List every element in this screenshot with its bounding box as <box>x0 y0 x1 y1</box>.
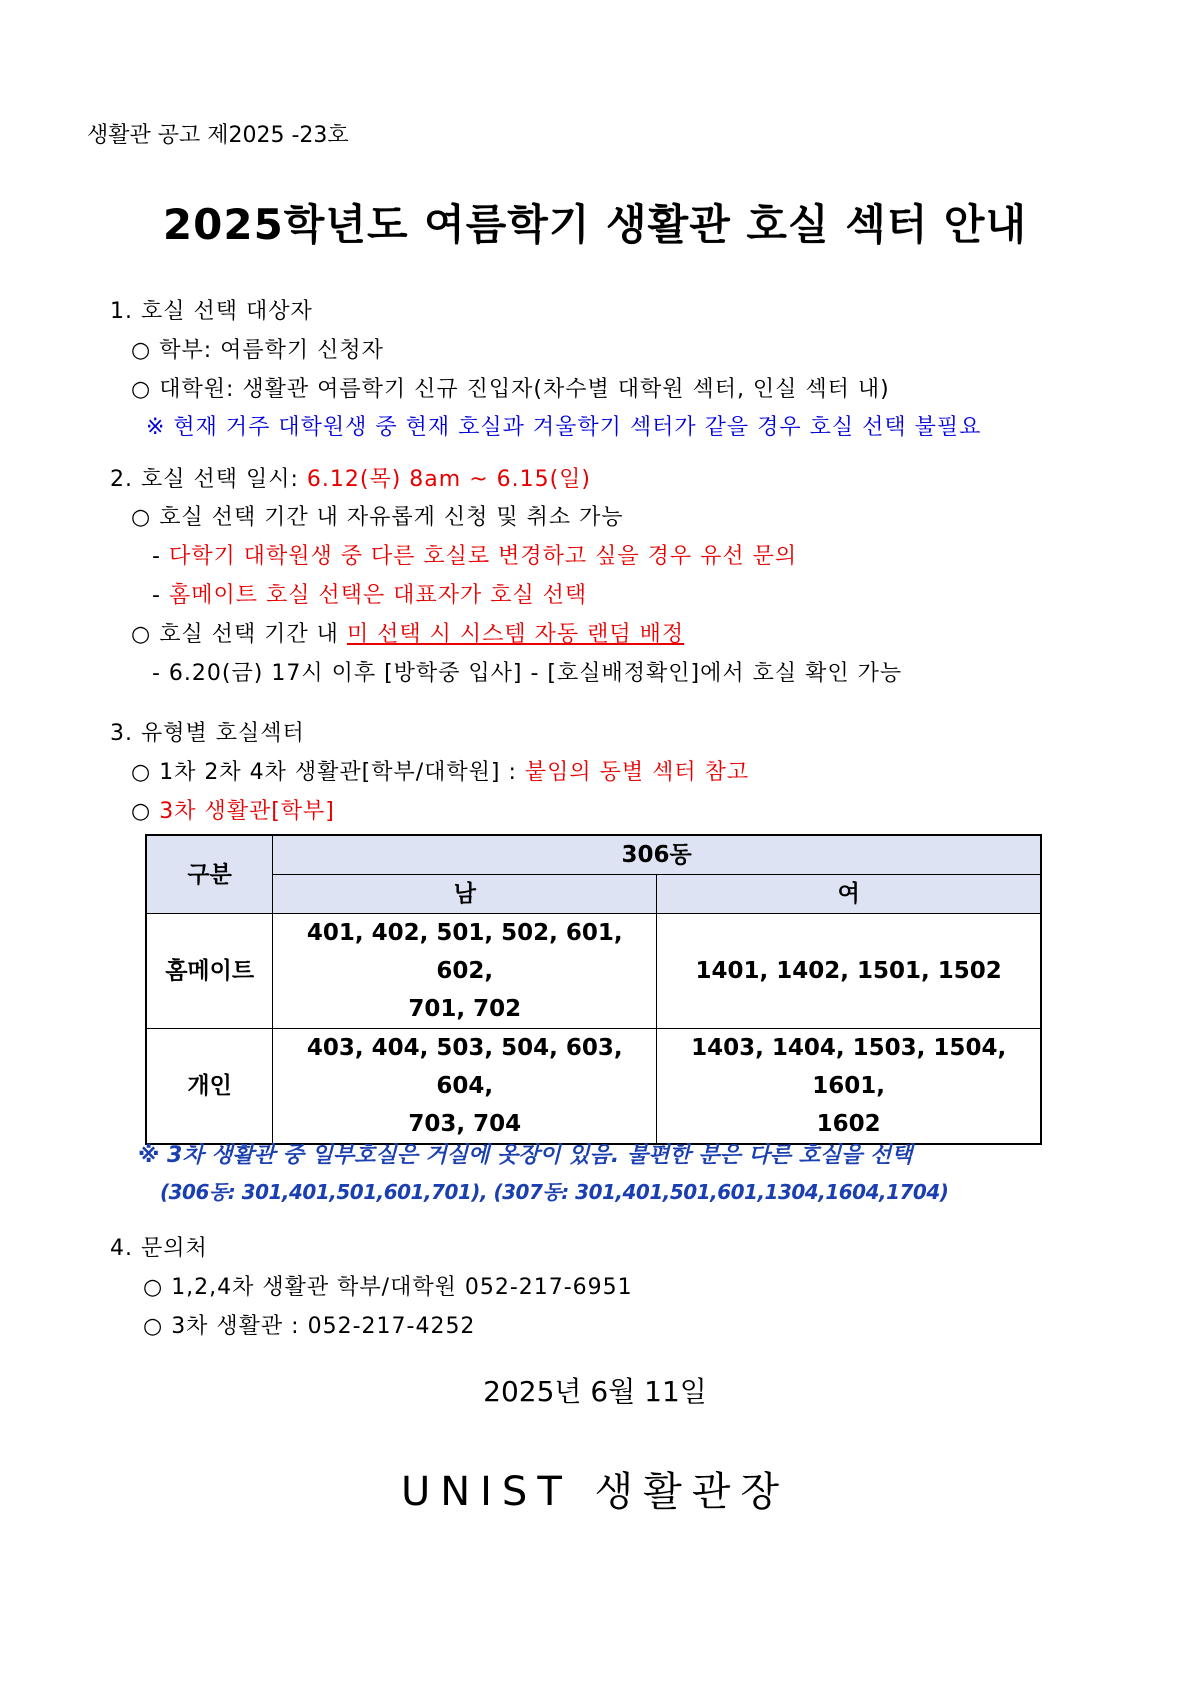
signature: UNIST 생활관장 <box>400 1469 790 1515</box>
section2-heading <box>110 462 591 493</box>
attachment-ref: 붙임의 동별 섹터 참고 <box>524 760 750 785</box>
section3-item-dorm124 <box>131 755 749 786</box>
dash: - <box>152 583 169 608</box>
issue-date: 2025년 6월 11일 <box>483 1375 707 1408</box>
contact-dorm124: ○ 1,2,4차 생활관 학부/대학원 052-217-6951 <box>143 1275 633 1300</box>
dorm3-label: 3차 생활관[학부] <box>159 799 335 824</box>
male-rooms <box>273 914 657 1029</box>
notice-number: 생활관 공고 제2025 -23호 <box>87 123 349 148</box>
table-row <box>146 914 1041 1029</box>
rooms-line: 1602 <box>816 1111 881 1137</box>
rooms-line: 401, 402, 501, 502, 601, 602, <box>306 920 623 984</box>
male-rooms <box>273 1029 657 1145</box>
rooms-line: 703, 704 <box>408 1111 522 1137</box>
section2-sub-confirm: - 6.20(금) 17시 이후 [방학중 입사] - [호실배정확인]에서 호실 확인 가능 <box>152 661 903 686</box>
table-note-line2: (306동: 301,401,501,601,701), (307동: 301,401,501,601,1304,1604,1704) <box>160 1180 949 1204</box>
table-header-building: 306동 <box>273 835 1041 875</box>
section1-note: ※ 현재 거주 대학원생 중 현재 호실과 겨울학기 섹터가 같을 경우 호실 선택 불필요 <box>146 415 982 440</box>
circle: ○ <box>131 799 160 824</box>
item-label: ○ 1차 2차 4차 생활관[학부/대학원] : <box>131 760 525 785</box>
row-type: 개인 <box>146 1029 273 1145</box>
item-label: ○ 호실 선택 기간 내 <box>131 622 347 647</box>
section1-item-undergrad: ○ 학부: 여름학기 신청자 <box>131 338 384 363</box>
page-title: 2025학년도 여름학기 생활관 호실 섹터 안내 <box>162 200 1028 249</box>
row-type: 홈메이트 <box>146 914 273 1029</box>
section4-heading: 4. 문의처 <box>110 1236 208 1261</box>
table-note-line1: ※ 3차 생활관 중 일부호실은 거실에 옷장이 있음. 불편한 분은 다른 호실을 선택 <box>138 1143 913 1168</box>
table-header-female: 여 <box>657 875 1041 914</box>
female-rooms <box>657 914 1041 1029</box>
section3-item-dorm3 <box>131 794 335 825</box>
auto-assign-emphasis: 미 선택 시 시스템 자동 랜덤 배정 <box>346 622 685 647</box>
rooms-line: 1401, 1402, 1501, 1502 <box>695 958 1002 984</box>
section2-heading-label: 2. 호실 선택 일시: <box>110 467 307 492</box>
section2-sub-homemate <box>152 578 587 609</box>
section1-item-grad: ○ 대학원: 생활관 여름학기 신규 진입자(차수별 대학원 섹터, 인실 섹터 내) <box>131 377 890 402</box>
table-header-male: 남 <box>273 875 657 914</box>
rooms-line: 701, 702 <box>408 996 522 1022</box>
section2-item-free-apply: ○ 호실 선택 기간 내 자유롭게 신청 및 취소 가능 <box>131 505 624 530</box>
table-header-category: 구분 <box>146 835 273 914</box>
sub-text: 다학기 대학원생 중 다른 호실로 변경하고 싶을 경우 유선 문의 <box>168 544 798 569</box>
section1-heading: 1. 호실 선택 대상자 <box>110 299 313 324</box>
contact-dorm3: ○ 3차 생활관 : 052-217-4252 <box>143 1314 476 1339</box>
section2-sub-grad-change <box>152 539 797 570</box>
rooms-line: 403, 404, 503, 504, 603, 604, <box>306 1035 623 1099</box>
rooms-line: 1403, 1404, 1503, 1504, 1601, <box>691 1035 1007 1099</box>
section2-item-auto-assign <box>131 617 684 648</box>
section2-date: 6.12(목) 8am ~ 6.15(일) <box>306 467 592 492</box>
dash: - <box>152 544 169 569</box>
section3-heading: 3. 유형별 호실섹터 <box>110 721 305 746</box>
room-sector-table <box>145 834 1042 1145</box>
female-rooms <box>657 1029 1041 1145</box>
sub-text: 홈메이트 호실 선택은 대표자가 호실 선택 <box>168 583 588 608</box>
table-row <box>146 1029 1041 1145</box>
